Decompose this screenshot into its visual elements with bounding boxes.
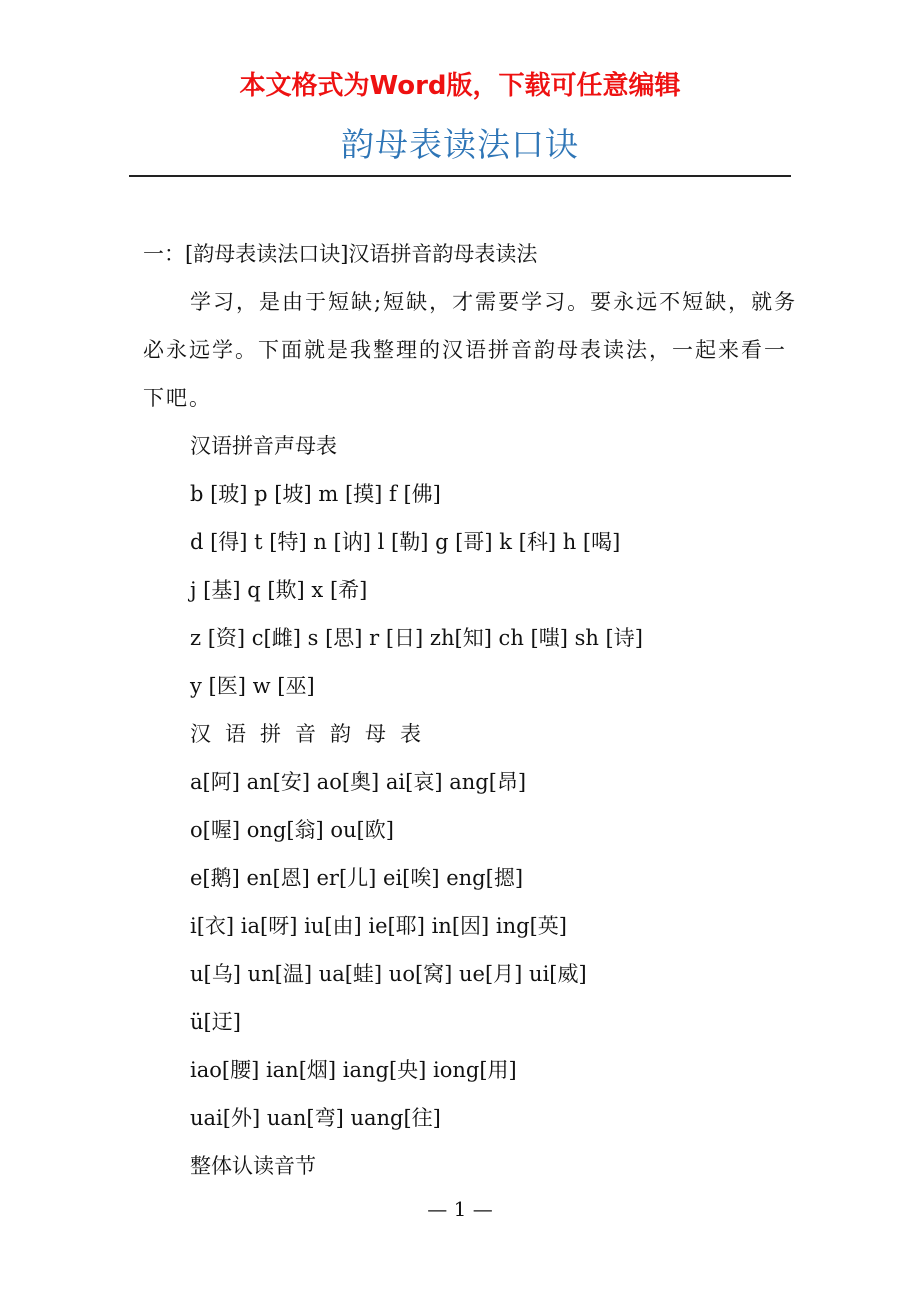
page-number: — 1 — [427, 1197, 493, 1221]
finals-line: iao[腰] ian[烟] iang[央] iong[用] [190, 1058, 517, 1082]
intro-paragraph: 学习，是由于短缺;短缺，才需要学习。要永远不短缺，就务必永远学。下面就是我整理的汉语拼音韵母表读法，一起来看一下吧。 [143, 290, 798, 410]
initials-table-title: 汉语拼音声母表 [190, 434, 337, 458]
finals-line: uai[外] uan[弯] uang[往] [190, 1106, 441, 1130]
initials-line: d [得] t [特] n [讷] l [勒] g [哥] k [科] h [喝] [190, 530, 621, 554]
syllables-title: 整体认读音节 [190, 1154, 316, 1178]
initials-line: y [医] w [巫] [190, 674, 315, 698]
initials-line: j [基] q [欺] x [希] [190, 578, 368, 602]
finals-line: i[衣] ia[呀] iu[由] ie[耶] in[因] ing[英] [190, 914, 567, 938]
finals-line: a[阿] an[安] ao[奥] ai[哀] ang[昂] [190, 770, 527, 794]
finals-line: ü[迂] [190, 1010, 241, 1034]
finals-line: e[鹅] en[恩] er[儿] ei[唉] eng[摁] [190, 866, 524, 890]
initials-line: b [玻] p [坡] m [摸] f [佛] [190, 482, 441, 506]
download-banner: 本文格式为Word版，下载可任意编辑 [239, 71, 681, 101]
document-body [143, 230, 803, 1190]
finals-line: u[乌] un[温] ua[蛙] uo[窝] ue[月] ui[威] [190, 962, 587, 986]
title-divider [129, 175, 791, 177]
initials-line: z [资] c[雌] s [思] r [日] zh[知] ch [嗤] sh [诗] [190, 626, 643, 650]
finals-table-title: 汉语拼音韵母表 [190, 722, 435, 746]
document-title: 韵母表读法口诀 [341, 125, 579, 164]
section-heading: 一：[韵母表读法口诀]汉语拼音韵母表读法 [143, 242, 538, 266]
finals-line: o[喔] ong[翁] ou[欧] [190, 818, 394, 842]
